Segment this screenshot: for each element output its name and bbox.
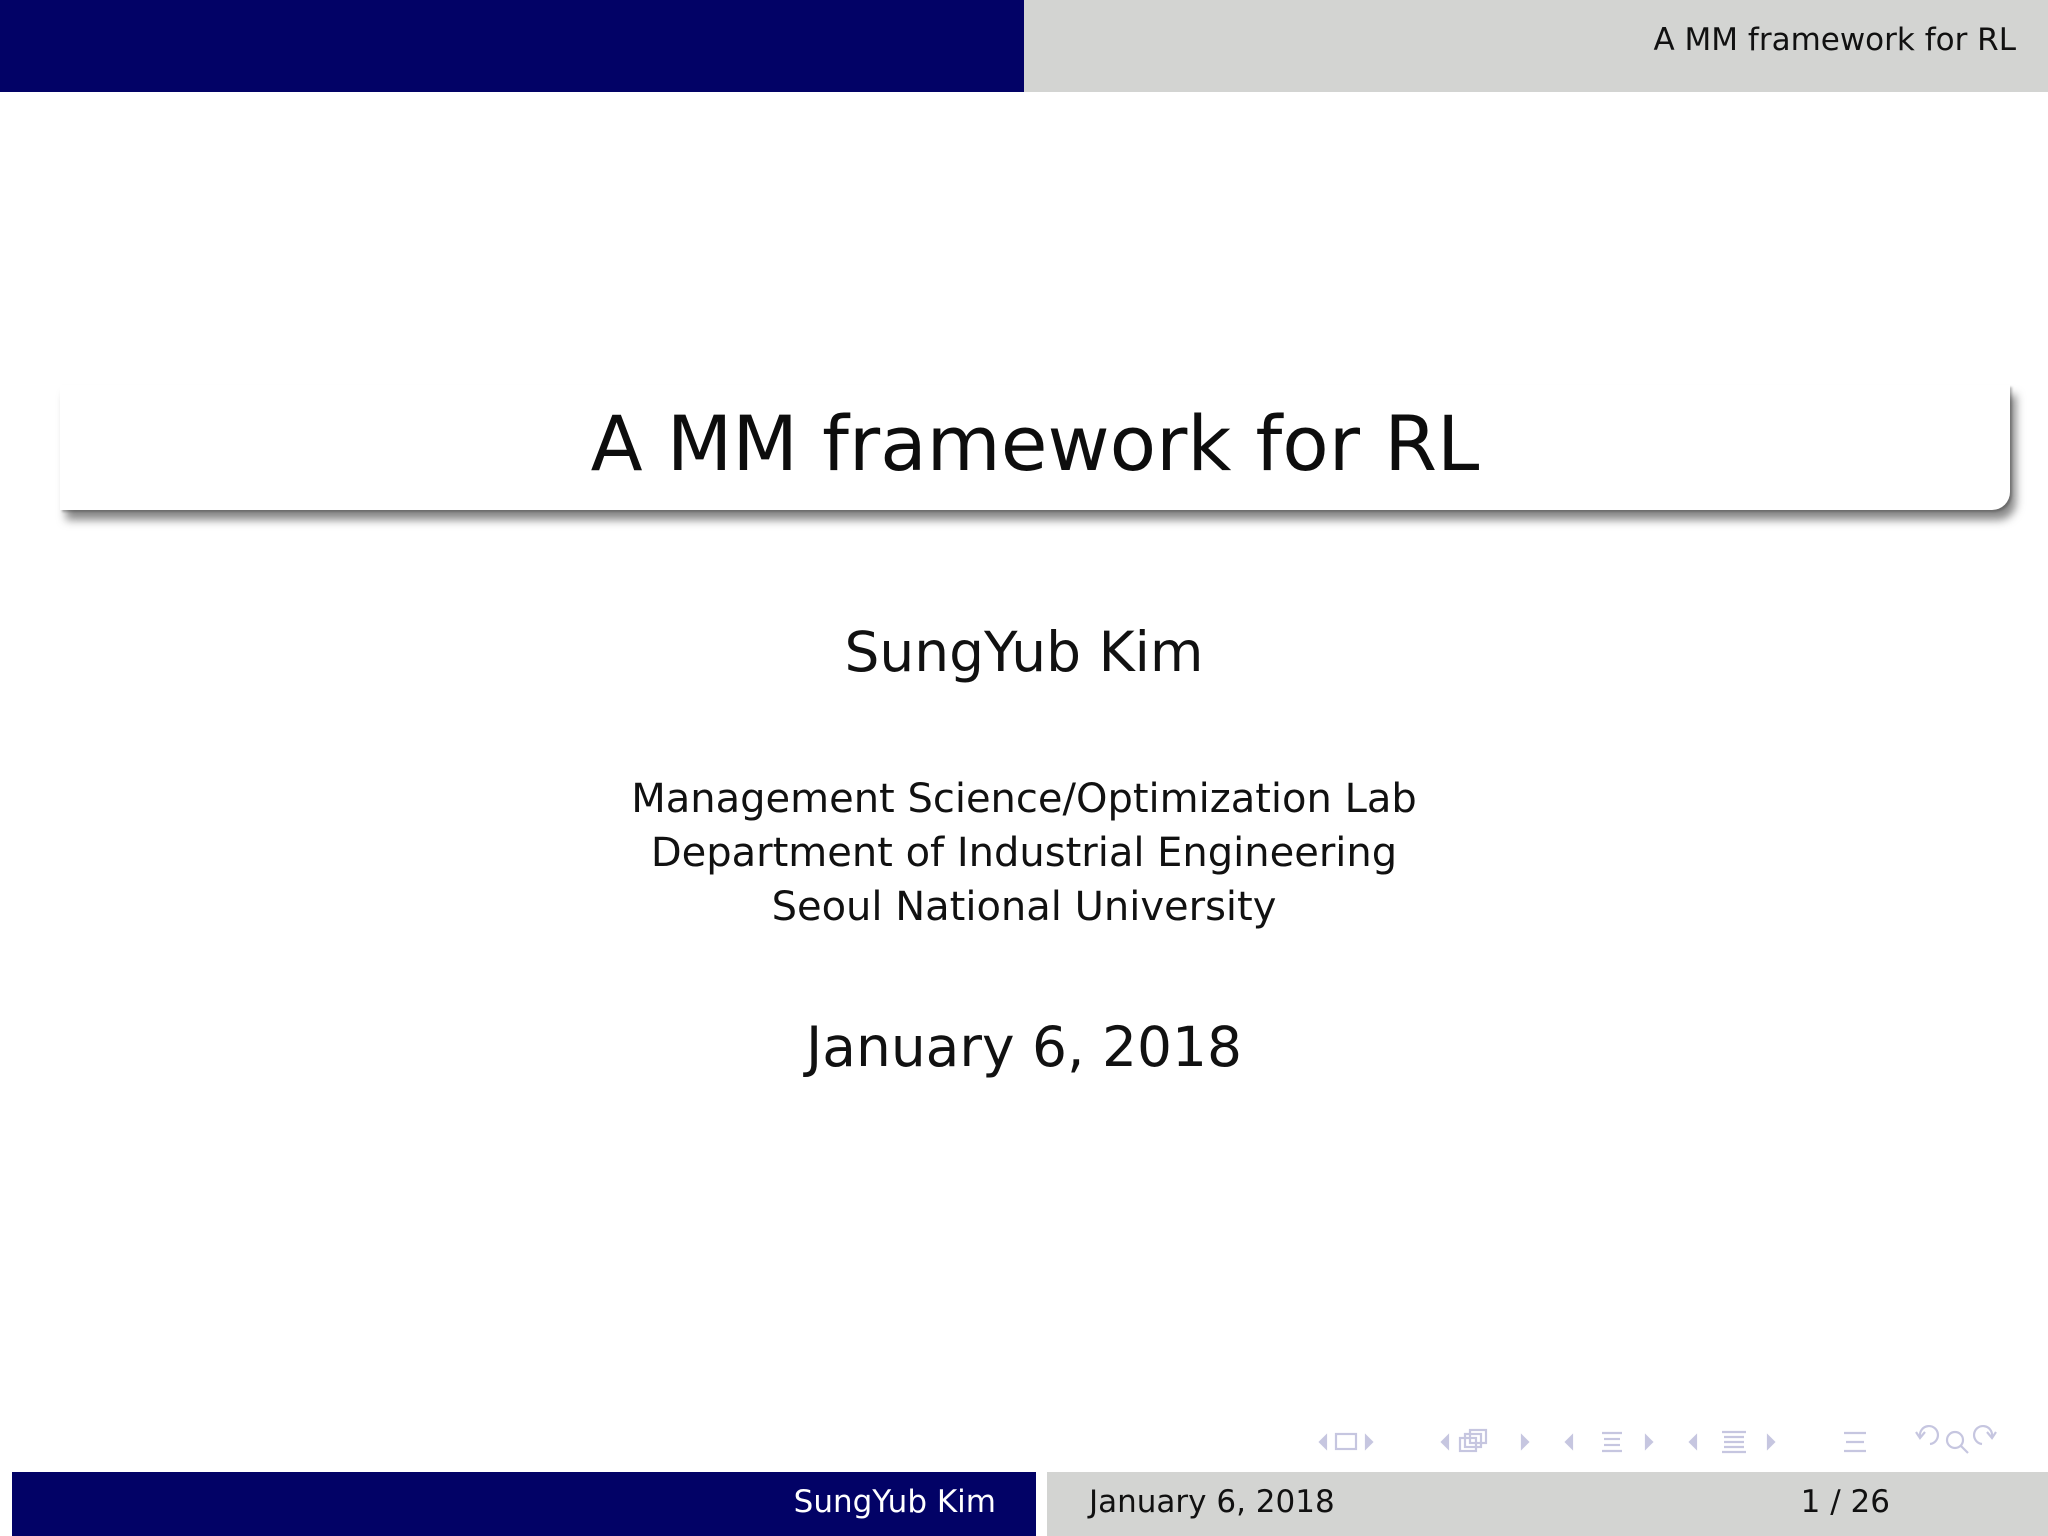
next-arrow-icon[interactable] (1768, 1436, 1774, 1448)
slide-author: SungYub Kim (844, 620, 1204, 684)
undo-icon[interactable] (1916, 1426, 1938, 1444)
prev-arrow-icon[interactable] (1442, 1436, 1448, 1448)
subsection-icon[interactable] (1602, 1433, 1622, 1451)
section-icon[interactable] (1722, 1432, 1746, 1452)
footer-author-band (12, 1472, 1036, 1536)
slide-institute (0, 772, 2048, 934)
prev-arrow-icon[interactable] (1566, 1436, 1572, 1448)
footer-author: SungYub Kim (793, 1484, 996, 1520)
institute-line: Management Science/Optimization Lab (631, 776, 1417, 822)
redo-icon[interactable] (1974, 1426, 1996, 1444)
next-arrow-icon[interactable] (1646, 1436, 1652, 1448)
footer-date: January 6, 2018 (1089, 1484, 1335, 1520)
frame-icon[interactable] (1336, 1434, 1356, 1449)
header-blue-band (0, 0, 1024, 92)
search-icon[interactable] (1947, 1432, 1968, 1453)
toc-icon[interactable] (1844, 1433, 1866, 1451)
prev-arrow-icon[interactable] (1690, 1436, 1696, 1448)
slide-date: January 6, 2018 (806, 1015, 1242, 1079)
title-block (60, 385, 2010, 510)
footer-bar (12, 1472, 2048, 1536)
prev-arrow-icon[interactable] (1320, 1436, 1326, 1448)
header-bar (0, 0, 2048, 92)
footer-info-band (1047, 1472, 2048, 1536)
institute-line: Seoul National University (771, 884, 1277, 930)
institute-line: Department of Industrial Engineering (650, 830, 1398, 876)
next-arrow-icon[interactable] (1522, 1436, 1528, 1448)
next-arrow-icon[interactable] (1366, 1436, 1372, 1448)
page-number: 1 / 26 (1800, 1484, 1890, 1520)
slide-stack-icon[interactable] (1460, 1430, 1486, 1451)
navigation-bar (1310, 1424, 2030, 1460)
slide-title: A MM framework for RL (590, 399, 1480, 488)
header-short-title: A MM framework for RL (1653, 22, 2016, 58)
